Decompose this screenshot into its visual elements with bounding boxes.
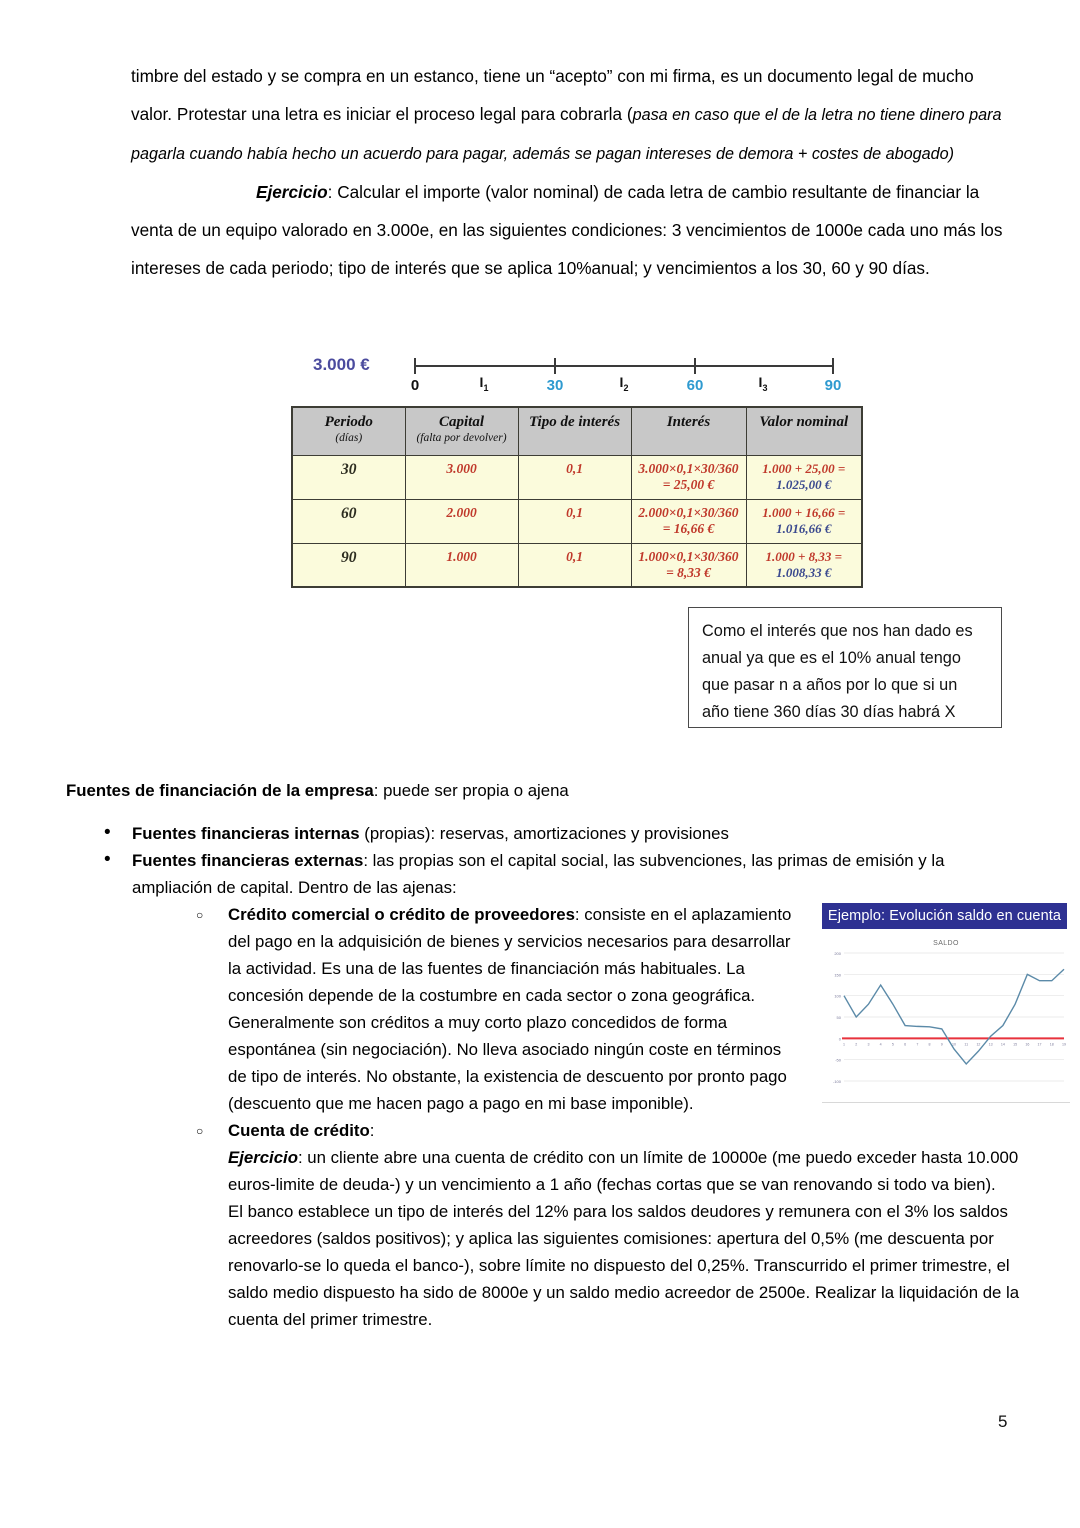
svg-text:50: 50 bbox=[836, 1015, 841, 1020]
timeline-label-30: 30 bbox=[546, 377, 564, 394]
col-header-interes bbox=[631, 407, 746, 455]
cell-nominal-line2: 1.008,33 € bbox=[776, 564, 832, 580]
cell-nominal-line1: 1.000 + 8,33 = bbox=[765, 548, 843, 564]
bullet2-bold: Fuentes financieras externas bbox=[132, 851, 364, 870]
cell-interes-line1: 2.000×0,1×30/360 bbox=[638, 504, 739, 520]
cell-periodo: 30 bbox=[292, 455, 405, 499]
cell-periodo: 60 bbox=[292, 499, 405, 543]
cell-periodo: 90 bbox=[292, 543, 405, 587]
chart-banner-title: Ejemplo: Evolución saldo en cuenta bbox=[822, 903, 1067, 929]
table-row bbox=[292, 455, 862, 499]
bullet2-rest: : las propias son el capital social, las subvenciones, las primas de emisión y la ampliación de capital. Dentro de las ajenas: bbox=[132, 851, 945, 897]
list-item bbox=[194, 901, 802, 1117]
svg-text:-50: -50 bbox=[835, 1057, 841, 1063]
timeline-tick-60 bbox=[694, 358, 696, 374]
bullet1-bold: Fuentes financieras internas bbox=[132, 824, 360, 843]
svg-text:0: 0 bbox=[838, 1036, 841, 1042]
chart-svg bbox=[822, 939, 1070, 1103]
exercise-text: : Calcular el importe (valor nominal) de cada letra de cambio resultante de financiar la venta de un equipo valorado en 3.000e, en las siguientes condiciones: 3 vencimientos de 1000e cada uno más los intereses de cada periodo; tipo de interés que se aplica 10%anual; y vencimientos a los 30, 60 y 90 días. bbox=[131, 182, 1003, 278]
svg-text:200: 200 bbox=[834, 951, 841, 956]
interval-1-letter: I bbox=[479, 374, 484, 390]
sub2-rest: : bbox=[369, 1121, 375, 1140]
svg-text:17: 17 bbox=[1037, 1042, 1042, 1047]
sub1-bold: Crédito comercial o crédito de proveedores bbox=[228, 905, 575, 924]
cell-valor-nominal bbox=[746, 499, 862, 543]
svg-text:10: 10 bbox=[952, 1042, 956, 1047]
cell-nominal-line2: 1.025,00 € bbox=[776, 476, 832, 492]
chart-inner-title: SALDO bbox=[933, 940, 959, 947]
svg-text:11: 11 bbox=[964, 1042, 969, 1047]
col-header-capital bbox=[405, 407, 518, 455]
intro-italic-clause: pasa en caso que el de la letra no tiene dinero para pagarla cuando había hecho un acuerdo para pagar, además se pagan intereses de demora + costes de abogado bbox=[131, 106, 1002, 163]
col-header-tipo-interes bbox=[518, 407, 631, 455]
intro-exercise-paragraph bbox=[131, 173, 1013, 287]
section-heading-bold: Fuentes de financiación de la empresa bbox=[66, 781, 374, 800]
cell-tipo: 0,1 bbox=[518, 455, 631, 499]
svg-text:5: 5 bbox=[891, 1042, 894, 1047]
svg-text:9: 9 bbox=[940, 1042, 943, 1047]
saldo-chart-figure bbox=[822, 903, 1070, 1103]
interval-3-index: 3 bbox=[762, 382, 768, 393]
table-row bbox=[292, 543, 862, 587]
svg-text:1: 1 bbox=[843, 1042, 845, 1047]
cell-interes bbox=[631, 543, 746, 587]
cell-capital: 2.000 bbox=[405, 499, 518, 543]
svg-text:7: 7 bbox=[916, 1042, 919, 1047]
chart-x-tick-labels bbox=[843, 1042, 1066, 1046]
col-header-interes-main: Interés bbox=[666, 414, 711, 430]
svg-text:-100: -100 bbox=[832, 1079, 841, 1084]
col-header-periodo-sub: (días) bbox=[335, 432, 363, 444]
timeline-label-90: 90 bbox=[824, 377, 842, 394]
interval-2-index: 2 bbox=[623, 382, 629, 393]
cell-tipo: 0,1 bbox=[518, 499, 631, 543]
timeline-axis-line bbox=[414, 365, 834, 367]
col-header-valor-nominal bbox=[746, 407, 862, 455]
cell-interes bbox=[631, 499, 746, 543]
annotation-note-box bbox=[688, 607, 1002, 728]
cell-interes-line2: = 25,00 € bbox=[662, 476, 715, 492]
cell-valor-nominal bbox=[746, 455, 862, 499]
sub1-rest: : consiste en el aplazamiento del pago en la adquisición de bienes y servicios necesarios para desarrollar la actividad. Es una de las fuentes de financiación más habituales. La concesión depende de la costumbre en cada sector o zona geográfica. Generalmente son créditos a muy corto plazo concedidos de forma espontánea (sin negociación). No lleva asociado ningún coste en términos de tipo de interés. No obstante, la existencia de descuento por pronto pago (descuento que me hacen pago a pago en mi base imponible). bbox=[228, 905, 792, 1113]
sub2-exercise-label: Ejercicio bbox=[228, 1148, 298, 1167]
svg-text:150: 150 bbox=[834, 972, 841, 978]
intro-paragraph-1 bbox=[131, 57, 1013, 173]
col-header-capital-sub: (falta por devolver) bbox=[416, 432, 507, 444]
col-header-nominal-main: Valor nominal bbox=[759, 414, 849, 430]
table-row bbox=[292, 499, 862, 543]
table-header-row bbox=[292, 407, 862, 455]
page-number: 5 bbox=[998, 1412, 1008, 1431]
svg-text:19: 19 bbox=[1062, 1042, 1066, 1047]
intro-line-1: timbre del estado y se compra en un estanco, tiene un “acepto” con mi firma, es un documento legal de bbox=[131, 66, 918, 86]
col-header-periodo bbox=[292, 407, 405, 455]
timeline-interval-3 bbox=[759, 374, 768, 393]
svg-text:8: 8 bbox=[928, 1042, 931, 1047]
chart-gridlines bbox=[844, 953, 1064, 1081]
sub2-exercise-paragraph bbox=[228, 1144, 1034, 1198]
list-item bbox=[194, 1117, 1034, 1333]
cell-interes-line1: 1.000×0,1×30/360 bbox=[638, 548, 739, 564]
cell-nominal-line2: 1.016,66 € bbox=[776, 520, 832, 536]
svg-text:15: 15 bbox=[1013, 1042, 1018, 1047]
col-header-capital-main: Capital bbox=[438, 414, 484, 430]
intro-close-paren: ) bbox=[948, 145, 955, 163]
svg-text:16: 16 bbox=[1025, 1042, 1030, 1047]
timeline-label-60: 60 bbox=[686, 377, 704, 394]
cell-nominal-line1: 1.000 + 16,66 = bbox=[762, 504, 846, 520]
timeline-tick-90 bbox=[832, 358, 834, 374]
amortization-table bbox=[291, 406, 863, 588]
timeline-tick-0 bbox=[414, 358, 416, 374]
annotation-note-text: Como el interés que nos han dado es anual ya que es el 10% anual tengo que pasar n a años por lo que si un año tiene 360 días 30 días habrá X bbox=[702, 622, 973, 721]
svg-text:13: 13 bbox=[988, 1042, 993, 1047]
cell-capital: 1.000 bbox=[405, 543, 518, 587]
timeline-label-0: 0 bbox=[410, 377, 420, 394]
cell-interes-line2: = 8,33 € bbox=[666, 564, 711, 580]
cell-nominal-line1: 1.000 + 25,00 = bbox=[762, 460, 846, 476]
svg-text:4: 4 bbox=[879, 1042, 882, 1047]
svg-text:14: 14 bbox=[1000, 1042, 1005, 1047]
cell-tipo: 0,1 bbox=[518, 543, 631, 587]
timeline-amount-label: 3.000 € bbox=[313, 355, 370, 374]
col-header-tipo-main: Tipo de interés bbox=[528, 414, 621, 430]
chart-data-line bbox=[844, 969, 1064, 1064]
svg-text:3: 3 bbox=[867, 1042, 870, 1047]
cell-interes-line1: 3.000×0,1×30/360 bbox=[638, 460, 739, 476]
sub2-second-paragraph: El banco establece un tipo de interés del 12% para los saldos deudores y remunera con el 3% los saldos acreedores (saldos positivos); y aplica las siguientes comisiones: apertura del 0,5% (me descuenta por renovarlo-se lo queda el banco-), sobre límite no dispuesto del 0,25%. Transcurrido el primer trimestre, el saldo medio dispuesto ha sido de 8000e y un saldo medio acreedor de 2500e. Realizar la liquidación de la cuenta del primer trimestre. bbox=[228, 1202, 1020, 1329]
chart-plot-area bbox=[822, 939, 1070, 1103]
interval-3-letter: I bbox=[758, 374, 763, 390]
list-item bbox=[100, 820, 1006, 847]
svg-text:100: 100 bbox=[834, 993, 841, 999]
svg-text:6: 6 bbox=[904, 1042, 907, 1047]
timeline-interval-1 bbox=[480, 374, 489, 393]
cell-capital: 3.000 bbox=[405, 455, 518, 499]
sub2-bold: Cuenta de crédito bbox=[228, 1121, 370, 1140]
exercise-label: Ejercicio bbox=[256, 182, 328, 202]
section-heading-fuentes bbox=[66, 778, 996, 804]
sub2-exercise-text: : un cliente abre una cuenta de crédito con un límite de 10000e (me puedo exceder hasta 10.000 euros-limite de deuda-) y un vencimiento a 1 año (fechas cortas que se van renovando si todo va bien). bbox=[228, 1148, 1019, 1194]
cell-interes-line2: = 16,66 € bbox=[662, 520, 715, 536]
intro-line-2: mucho valor. Protestar una letra es iniciar el proceso legal para cobrarla ( bbox=[131, 66, 974, 124]
col-header-periodo-main: Periodo bbox=[324, 414, 373, 430]
intro-text-block bbox=[131, 57, 1013, 287]
bullet1-rest: (propias): reservas, amortizaciones y provisiones bbox=[359, 824, 729, 843]
svg-text:2: 2 bbox=[855, 1042, 858, 1047]
interval-2-letter: I bbox=[619, 374, 624, 390]
svg-text:12: 12 bbox=[976, 1042, 981, 1047]
section-heading-rest: : puede ser propia o ajena bbox=[373, 781, 569, 800]
chart-y-tick-labels bbox=[833, 951, 842, 1084]
svg-text:18: 18 bbox=[1049, 1042, 1054, 1047]
cell-interes bbox=[631, 455, 746, 499]
timeline-diagram bbox=[291, 352, 861, 404]
timeline-interval-2 bbox=[620, 374, 629, 393]
cell-valor-nominal bbox=[746, 543, 862, 587]
timeline-tick-30 bbox=[554, 358, 556, 374]
interval-1-index: 1 bbox=[483, 382, 489, 393]
